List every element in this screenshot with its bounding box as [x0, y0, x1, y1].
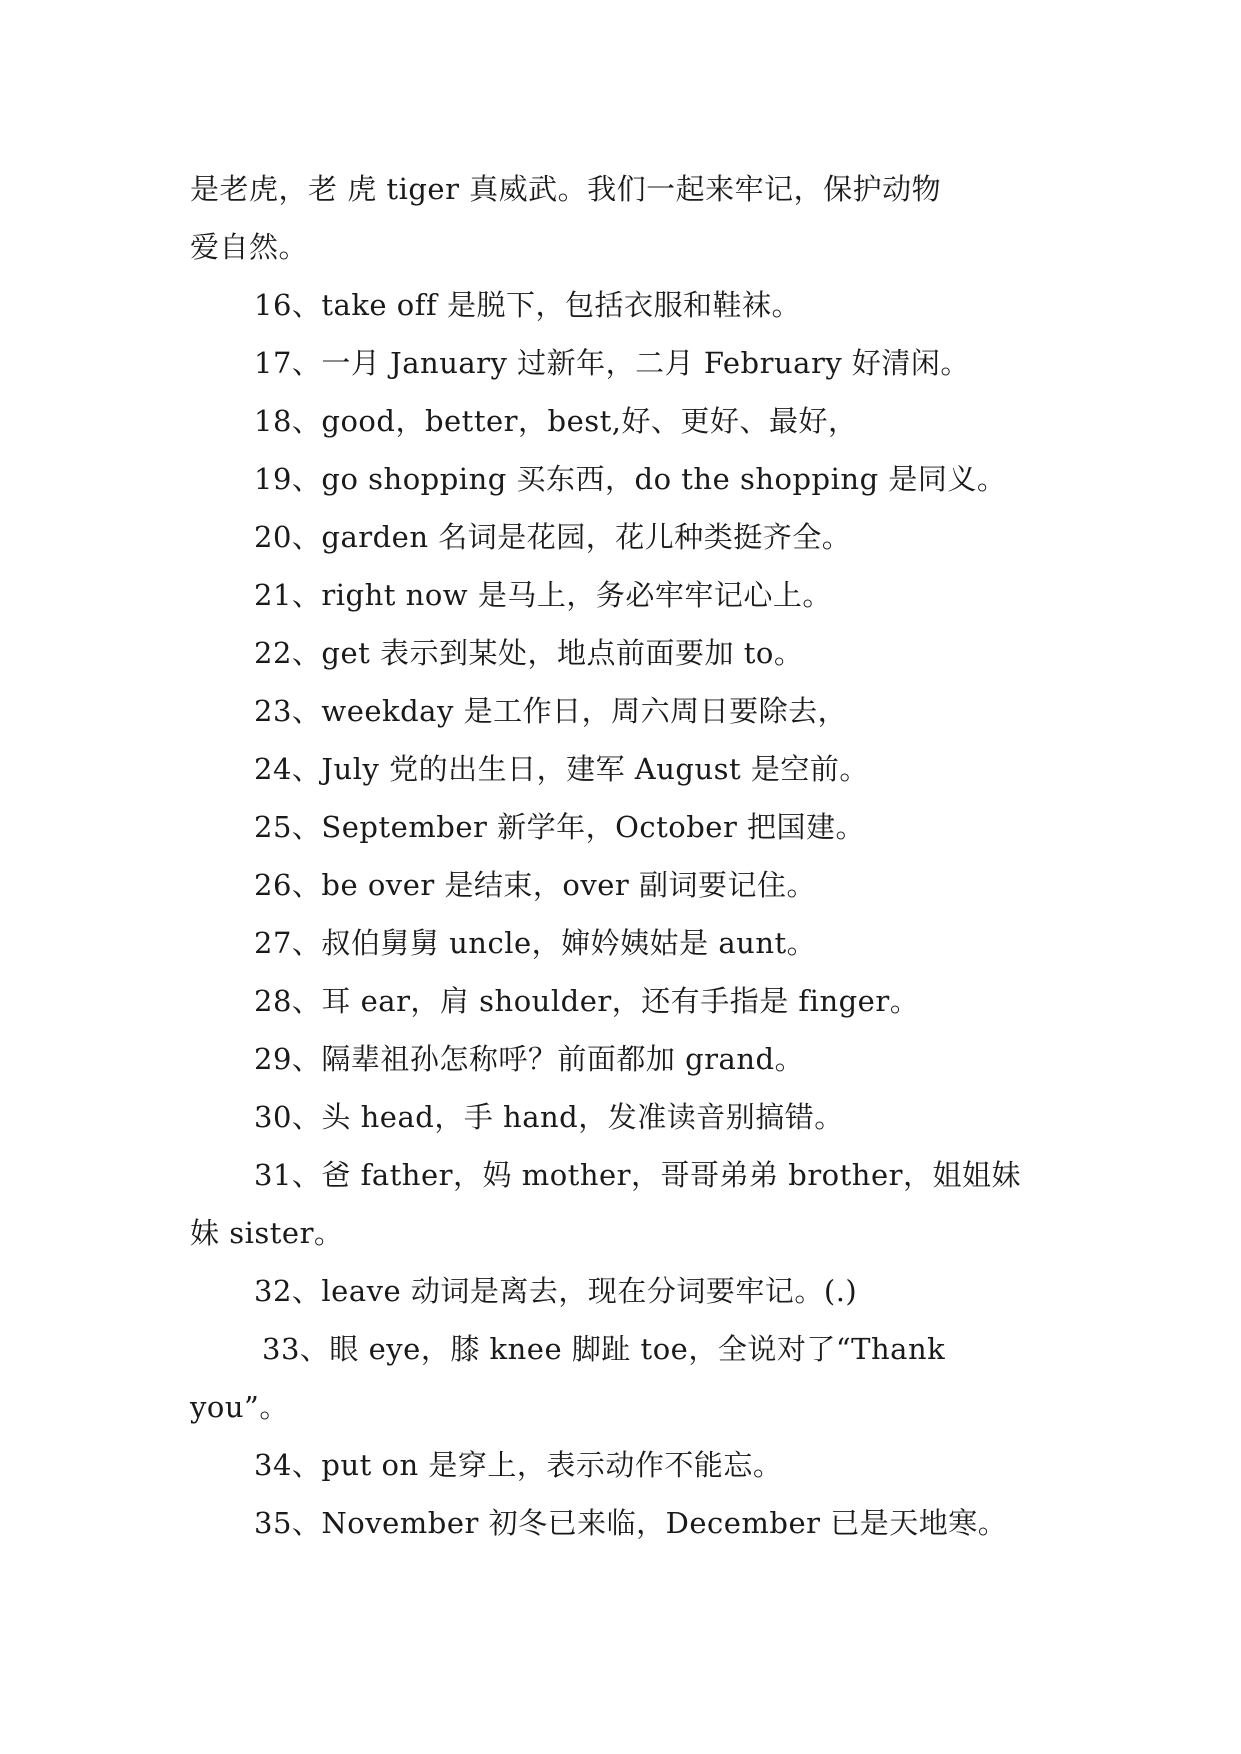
list-item-19: 19、go shopping 买东西，do the shopping 是同义。: [254, 462, 1007, 496]
list-item-29: 29、隔辈祖孙怎称呼？前面都加 grand。: [254, 1042, 805, 1076]
list-item-23: 23、weekday 是工作日，周六周日要除去，: [254, 694, 848, 728]
document-body: [190, 160, 1060, 1552]
list-item-26: 26、be over 是结束，over 副词要记住。: [254, 868, 817, 902]
list-item-30: 30、头 head，手 hand，发准读音别搞错。: [254, 1100, 844, 1134]
list-item-35: 35、November 初冬已来临，December 已是天地寒。: [254, 1506, 1008, 1540]
list-item-22: 22、get 表示到某处，地点前面要加 to。: [254, 636, 804, 670]
paragraph-line: 是老虎，老 虎 tiger 真威武。我们一起来牢记，保护动物: [190, 172, 942, 206]
list-item-32: 32、leave 动词是离去，现在分词要牢记。(.): [254, 1274, 858, 1308]
list-item-17: 17、一月 January 过新年，二月 February 好清闲。: [254, 346, 970, 380]
list-item-33-continued: you”。: [190, 1390, 289, 1424]
list-item-31: 31、爸 father，妈 mother，哥哥弟弟 brother，姐姐妹: [254, 1158, 1021, 1192]
list-item-28: 28、耳 ear，肩 shoulder，还有手指是 finger。: [254, 984, 920, 1018]
paragraph-line: 爱自然。: [190, 230, 309, 264]
list-item-34: 34、put on 是穿上，表示动作不能忘。: [254, 1448, 783, 1482]
list-item-18: 18、good，better，best,好、更好、最好，: [254, 404, 858, 438]
list-item-31-continued: 妹 sister。: [190, 1216, 344, 1250]
list-item-33: 33、眼 eye，膝 knee 脚趾 toe，全说对了“Thank: [262, 1332, 946, 1366]
list-item-20: 20、garden 名词是花园，花儿种类挺齐全。: [254, 520, 852, 554]
list-item-25: 25、September 新学年，October 把国建。: [254, 810, 866, 844]
list-item-21: 21、right now 是马上，务必牢牢记心上。: [254, 578, 832, 612]
list-item-24: 24、July 党的出生日，建军 August 是空前。: [254, 752, 869, 786]
list-item-27: 27、叔伯舅舅 uncle，婶妗姨姑是 aunt。: [254, 926, 817, 960]
list-item-16: 16、take off 是脱下，包括衣服和鞋袜。: [254, 288, 801, 322]
